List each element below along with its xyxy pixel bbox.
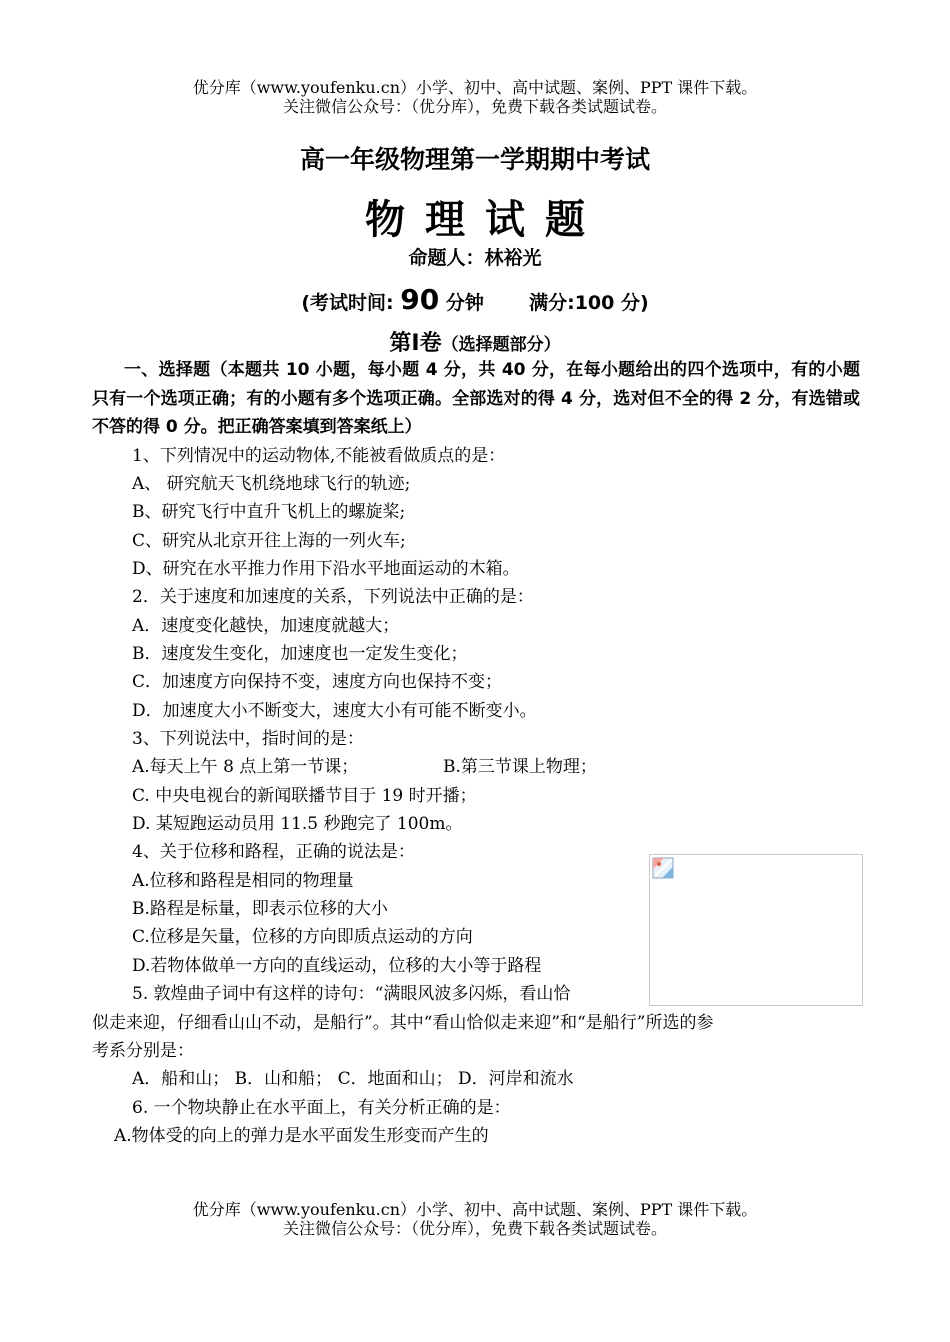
page-header (0, 78, 950, 116)
author-line: 命题人：林裕光 (408, 247, 542, 269)
question-1: 1、下列情况中的运动物体,不能被看做质点的是： (132, 446, 506, 466)
question-1-option-d: D、研究在水平推力作用下沿水平地面运动的木箱。 (132, 559, 520, 579)
question-1-option-a: A、 研究航天飞机绕地球飞行的轨迹; (132, 474, 411, 494)
instructions: 一、选择题（本题共 10 小题，每小题 4 分，共 40 分，在每小题给出的四个选项中，有的小题只有一个选项正确；有的小题有多个选项正确。全部选对的得 4 分，选对但不全的得 2 分，有选错或不答的得 0 分。把正确答案填到答案纸上） (92, 360, 860, 437)
section-heading (0, 326, 950, 357)
question-2-option-d: D．加速度大小不断变大，速度大小有可能不断变小。 (132, 701, 537, 721)
header-line-2: 关注微信公众号：（优分库），免费下载各类试题试卷。 (282, 97, 667, 116)
question-figure-placeholder (649, 854, 863, 1006)
exam-time-prefix: (考试时间: (301, 292, 394, 314)
question-1-option-c: C、研究从北京开往上海的一列火车; (132, 531, 406, 551)
exam-time-value: 90 (400, 283, 440, 316)
question-4-option-b: B.路程是标量，即表示位移的大小 (132, 899, 388, 919)
page-footer (0, 1200, 950, 1238)
question-3-option-d: D. 某短跑运动员用 11.5 秒跑完了 100m。 (132, 814, 463, 834)
question-2-option-a: A．速度变化越快，加速度就越大； (132, 616, 400, 636)
question-4-option-a: A.位移和路程是相同的物理量 (132, 871, 354, 891)
subject-title: 物理试题 (365, 197, 605, 243)
question-2: 2．关于速度和加速度的关系，下列说法中正确的是： (132, 587, 534, 607)
question-3: 3、下列说法中，指时间的是： (132, 729, 364, 749)
header-line-1: 优分库（www.youfenku.cn）小学、初中、高中试题、案例、PPT 课件下载。 (192, 78, 758, 97)
question-3-option-c: C. 中央电视台的新闻联播节目于 19 时开播； (132, 786, 477, 806)
footer-line-2: 关注微信公众号：（优分库），免费下载各类试题试卷。 (282, 1219, 667, 1238)
exam-info (0, 283, 950, 316)
question-4-option-c: C.位移是矢量，位移的方向即质点运动的方向 (132, 927, 473, 947)
question-1-option-b: B、研究飞行中直升飞机上的螺旋桨; (132, 502, 406, 522)
question-6: 6. 一个物块静止在水平面上，有关分析正确的是： (132, 1098, 511, 1118)
question-5-options: A．船和山； B．山和船； C．地面和山； D．河岸和流水 (132, 1069, 574, 1089)
question-6-option-a: A.物体受的向上的弹力是水平面发生形变而产生的 (114, 1126, 489, 1146)
question-3-option-b: B.第三节课上物理； (443, 757, 597, 777)
footer-line-1: 优分库（www.youfenku.cn）小学、初中、高中试题、案例、PPT 课件下载。 (192, 1200, 758, 1219)
question-2-option-c: C．加速度方向保持不变，速度方向也保持不变； (132, 672, 503, 692)
question-5-line-3: 考系分别是： (92, 1041, 194, 1061)
exam-time-unit: 分钟 (445, 292, 484, 314)
exam-title: 高一年级物理第一学期期中考试 (299, 145, 650, 174)
question-5-line-1: 5. 敦煌曲子词中有这样的诗句：“满眼风波多闪烁，看山恰 (132, 984, 571, 1004)
question-5-line-2: 似走来迎，仔细看山山不动，是船行”。其中“看山恰似走来迎”和“是船行”所选的参 (92, 1013, 714, 1033)
broken-image-icon (652, 857, 674, 879)
question-4-option-d: D.若物体做单一方向的直线运动，位移的大小等于路程 (132, 956, 542, 976)
section-main: 第Ⅰ卷 (389, 331, 442, 356)
section-sub: （选择题部分） (441, 335, 561, 355)
exam-score: 满分:100 分) (529, 292, 649, 314)
question-3-option-a: A.每天上午 8 点上第一节课； (132, 757, 359, 777)
question-2-option-b: B．速度发生变化，加速度也一定发生变化； (132, 644, 468, 664)
question-4: 4、关于位移和路程，正确的说法是： (132, 842, 415, 862)
